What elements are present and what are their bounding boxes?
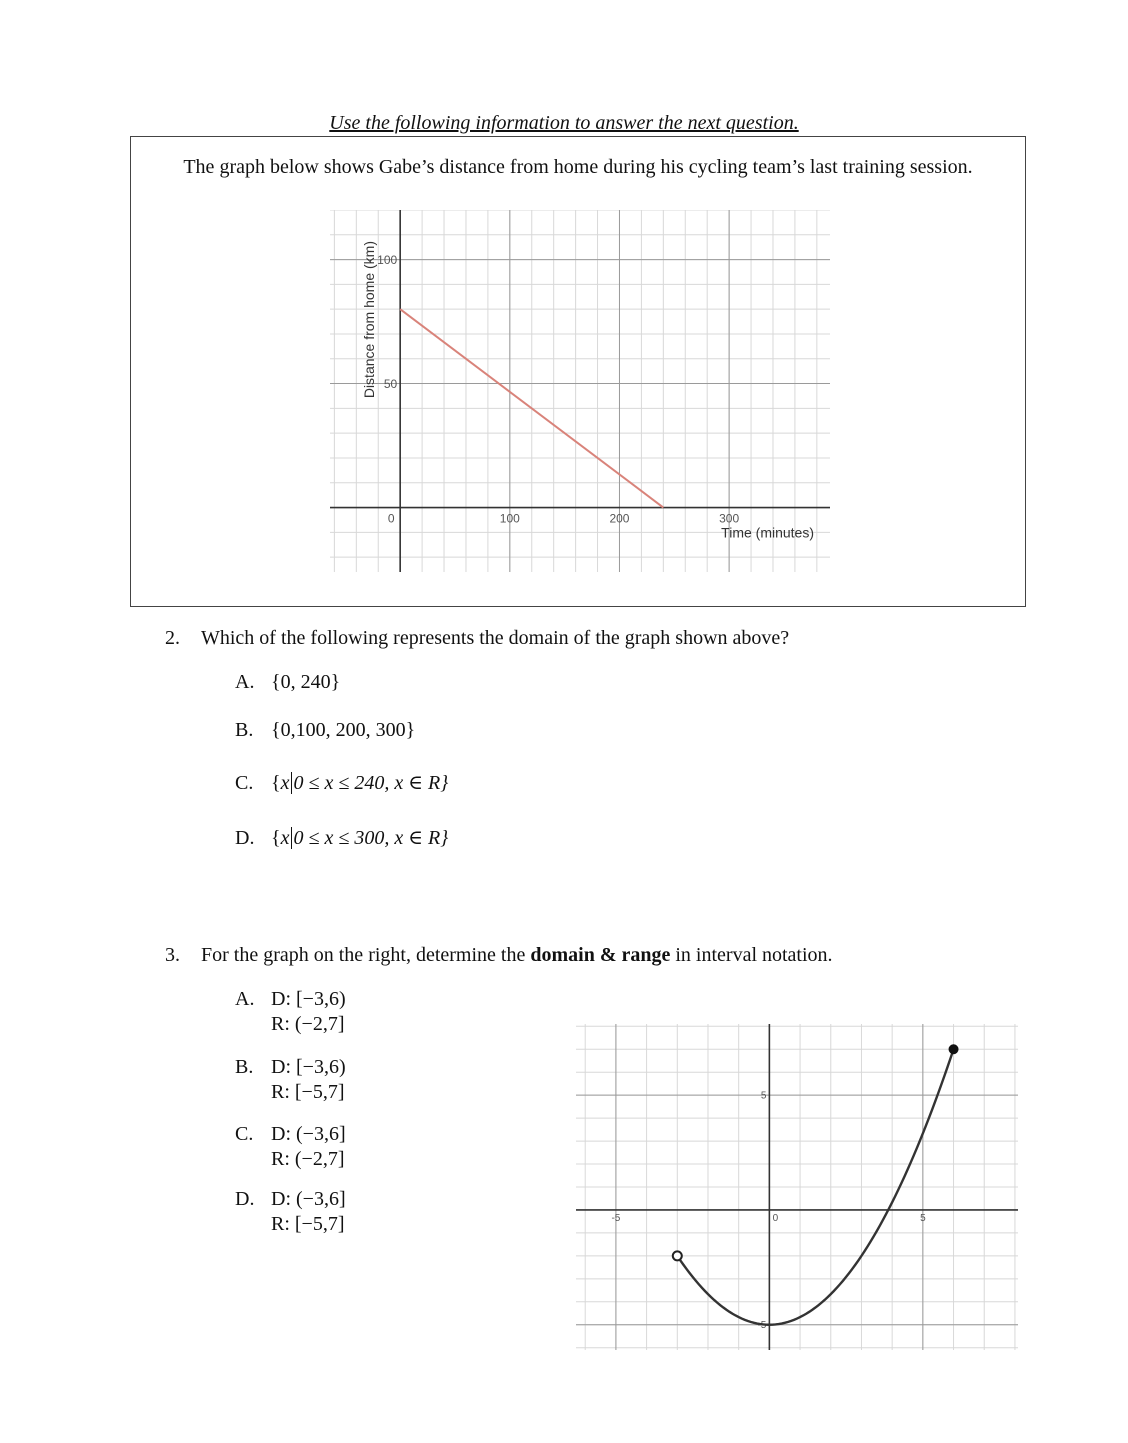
x-tick-label: 300 [719,511,740,526]
q2-option-a[interactable] [235,671,340,694]
x-tick-label: 100 [499,511,520,526]
option-text: {0,100, 200, 300} [271,719,416,741]
distance-time-chart [330,210,830,572]
option-domain: D: (−3,6] [271,1188,346,1210]
open-endpoint [673,1251,682,1260]
parabola-chart [576,1024,1018,1350]
y-tick-label: 50 [383,376,398,391]
q2-option-c[interactable] [235,770,448,795]
question-text-bold: domain & range [530,944,671,966]
set-variable: x [280,772,290,794]
question-2 [165,627,789,650]
option-domain: D: (−3,6] [271,1123,346,1145]
q2-option-b[interactable] [235,719,415,742]
option-range: R: [−5,7] [271,1081,345,1103]
info-text: The graph below shows Gabe’s distance from home during his cycling team’s last training session. [183,156,973,178]
y-tick-label: 5 [760,1090,767,1102]
set-variable: x [280,827,290,849]
set-condition: 0 ≤ x ≤ 300, x ∈ R} [291,827,449,849]
intro-instruction [0,112,1128,135]
x-tick-label: -5 [611,1212,621,1224]
option-range: R: (−2,7] [271,1013,345,1035]
y-tick-label: -5 [757,1320,767,1332]
option-letter: A. [235,988,255,1010]
x-tick-label: 0 [387,511,395,526]
x-tick-label: 0 [772,1212,779,1224]
question-text: Which of the following represents the domain of the graph shown above? [201,627,790,649]
option-text: {0, 240} [271,671,341,693]
set-open: { [271,772,281,794]
option-letter: C. [235,1123,254,1145]
option-range: R: (−2,7] [271,1148,345,1170]
option-domain: D: [−3,6) [271,988,346,1010]
q3-option-a[interactable] [235,987,346,1037]
closed-endpoint [949,1045,958,1054]
x-tick-label: 200 [609,511,630,526]
option-letter: C. [235,772,254,794]
x-tick-label: 5 [920,1212,926,1224]
question-3 [165,944,833,967]
y-tick-label: 100 [377,252,398,267]
question-text-after: in interval notation. [670,944,833,966]
intro-text: Use the following information to answer the next question. [329,112,799,134]
x-axis-label: Time (minutes) [721,524,814,541]
question-number: 3. [165,944,180,966]
y-axis-label: Distance from home (km) [361,241,377,399]
option-letter: B. [235,1056,254,1078]
option-range: R: [−5,7] [271,1213,345,1235]
set-condition: 0 ≤ x ≤ 240, x ∈ R} [291,772,449,794]
q3-option-c[interactable] [235,1122,346,1172]
q3-option-d[interactable] [235,1187,346,1237]
set-open: { [271,827,281,849]
q3-option-b[interactable] [235,1055,346,1105]
question-text-before: For the graph on the right, determine the [201,944,531,966]
option-domain: D: [−3,6) [271,1056,346,1078]
option-letter: D. [235,1188,255,1210]
option-letter: D. [235,827,255,849]
option-letter: B. [235,719,254,741]
option-letter: A. [235,671,255,693]
q2-option-d[interactable] [235,825,448,850]
question-number: 2. [165,627,180,649]
